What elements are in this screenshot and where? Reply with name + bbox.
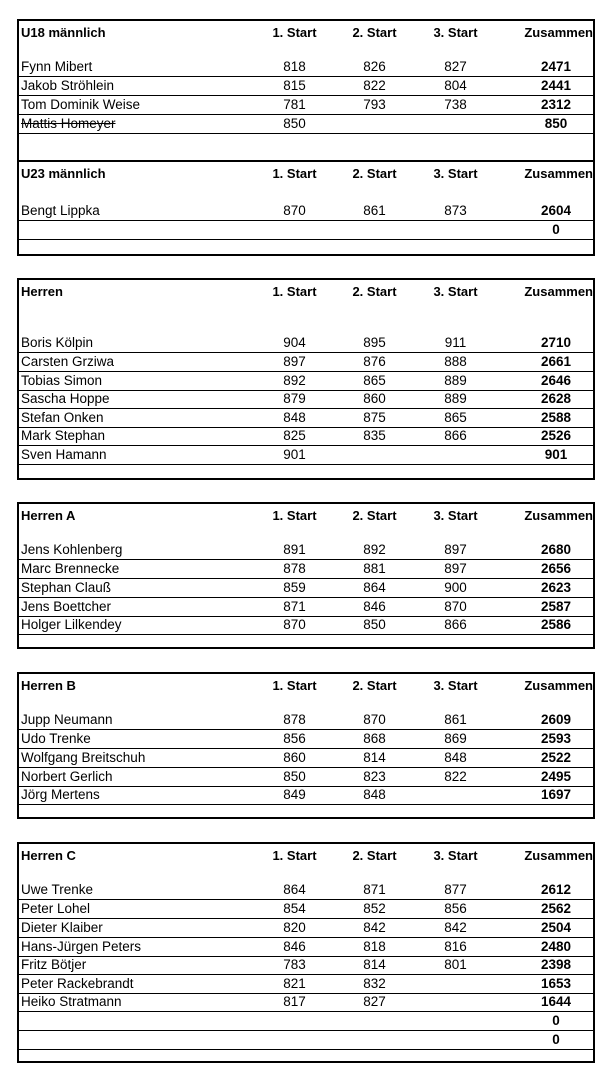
player-name: Peter Lohel xyxy=(21,901,91,916)
column-header-start3: 3. Start xyxy=(433,508,478,523)
score-total: 2604 xyxy=(540,203,572,218)
score-start1: 854 xyxy=(283,901,306,916)
table-block-herren-a xyxy=(17,502,595,649)
table-row xyxy=(19,956,593,975)
score-start3: 888 xyxy=(444,354,467,369)
score-start2: 793 xyxy=(363,97,386,112)
section-header xyxy=(19,283,593,301)
score-total: 2661 xyxy=(540,354,572,369)
column-header-total: Zusammen xyxy=(524,848,593,863)
column-header-total: Zusammen xyxy=(524,284,593,299)
score-start1: 901 xyxy=(283,447,306,462)
score-total: 850 xyxy=(544,116,568,131)
score-total: 2495 xyxy=(540,769,572,784)
score-start3: 856 xyxy=(444,901,467,916)
score-start3: 873 xyxy=(444,203,467,218)
score-start3: 801 xyxy=(444,957,467,972)
section-title: Herren A xyxy=(21,508,76,523)
table-row xyxy=(19,96,593,115)
score-start1: 878 xyxy=(283,712,306,727)
player-name: Mark Stephan xyxy=(21,428,106,443)
score-start2: 842 xyxy=(363,920,386,935)
score-start1: 781 xyxy=(283,97,306,112)
player-name: Marc Brennecke xyxy=(21,561,120,576)
score-total: 2680 xyxy=(540,542,572,557)
table-row xyxy=(19,1031,593,1050)
score-start3: 804 xyxy=(444,78,467,93)
section-header xyxy=(19,507,593,525)
column-header-start2: 2. Start xyxy=(352,166,397,181)
score-total: 2312 xyxy=(540,97,572,112)
score-total: 1653 xyxy=(540,976,572,991)
player-name: Fritz Bötjer xyxy=(21,957,87,972)
score-start1: 897 xyxy=(283,354,306,369)
score-start2: 871 xyxy=(363,882,386,897)
column-header-total: Zusammen xyxy=(524,508,593,523)
score-start1: 815 xyxy=(283,78,306,93)
score-start3: 911 xyxy=(444,335,467,350)
score-total: 2398 xyxy=(540,957,572,972)
score-start2: 826 xyxy=(363,59,386,74)
score-total: 2562 xyxy=(540,901,572,916)
player-name: Boris Kölpin xyxy=(21,335,94,350)
column-header-start3: 3. Start xyxy=(433,678,478,693)
column-header-start1: 1. Start xyxy=(272,166,317,181)
table-block-herren-c xyxy=(17,842,595,1063)
score-start2: 823 xyxy=(363,769,386,784)
player-name: Holger Lilkendey xyxy=(21,617,122,632)
table-row xyxy=(19,730,593,749)
table-row xyxy=(19,446,593,465)
score-start3: 842 xyxy=(444,920,467,935)
score-total: 0 xyxy=(552,1032,560,1047)
column-header-start3: 3. Start xyxy=(433,25,478,40)
column-header-start1: 1. Start xyxy=(272,284,317,299)
column-header-start3: 3. Start xyxy=(433,848,478,863)
table-row xyxy=(19,993,593,1012)
score-start1: 870 xyxy=(283,203,306,218)
table-row xyxy=(19,1012,593,1031)
score-start2: 818 xyxy=(363,939,386,954)
section-title: U18 männlich xyxy=(21,25,106,40)
score-start1: 820 xyxy=(283,920,306,935)
score-start1: 825 xyxy=(283,428,306,443)
score-start1: 860 xyxy=(283,750,306,765)
player-name: Tom Dominik Weise xyxy=(21,97,141,112)
player-name: Sascha Hoppe xyxy=(21,391,110,406)
score-start1: 850 xyxy=(283,116,306,131)
player-name: Heiko Stratmann xyxy=(21,994,122,1009)
table-row xyxy=(19,560,593,579)
column-header-start3: 3. Start xyxy=(433,166,478,181)
score-total: 0 xyxy=(552,1013,560,1028)
score-start1: 864 xyxy=(283,882,306,897)
score-start1: 904 xyxy=(283,335,306,350)
table-row xyxy=(19,409,593,428)
player-name: Sven Hamann xyxy=(21,447,107,462)
score-total: 901 xyxy=(544,447,568,462)
score-start3: 866 xyxy=(444,428,467,443)
player-name: Norbert Gerlich xyxy=(21,769,113,784)
table-block-herren-b xyxy=(17,672,595,819)
section-header xyxy=(19,24,593,42)
score-start1: 849 xyxy=(283,787,306,802)
score-start2: 814 xyxy=(363,750,386,765)
player-name: Peter Rackebrandt xyxy=(21,976,134,991)
column-header-total: Zusammen xyxy=(524,25,593,40)
table-row xyxy=(19,221,593,240)
column-header-start2: 2. Start xyxy=(352,678,397,693)
score-start2: 832 xyxy=(363,976,386,991)
score-total: 2710 xyxy=(540,335,572,350)
table-row xyxy=(19,334,593,353)
score-start3: 848 xyxy=(444,750,467,765)
player-name: Jörg Mertens xyxy=(21,787,100,802)
score-start3: 866 xyxy=(444,617,467,632)
score-total: 2609 xyxy=(540,712,572,727)
table-row xyxy=(19,938,593,957)
table-row xyxy=(19,711,593,730)
table-row xyxy=(19,390,593,409)
score-start2: 822 xyxy=(363,78,386,93)
player-name: Udo Trenke xyxy=(21,731,91,746)
score-total: 2656 xyxy=(540,561,572,576)
score-start2: 892 xyxy=(363,542,386,557)
column-header-start2: 2. Start xyxy=(352,284,397,299)
score-start2: 860 xyxy=(363,391,386,406)
table-row xyxy=(19,541,593,560)
column-header-start1: 1. Start xyxy=(272,678,317,693)
score-total: 1697 xyxy=(540,787,572,802)
score-total: 2471 xyxy=(540,59,572,74)
spacer-row xyxy=(19,134,593,162)
player-name: Hans-Jürgen Peters xyxy=(21,939,142,954)
score-start1: 870 xyxy=(283,617,306,632)
column-header-start3: 3. Start xyxy=(433,284,478,299)
score-start3: 900 xyxy=(444,580,467,595)
table-block-youth xyxy=(17,19,595,256)
table-row xyxy=(19,598,593,617)
table-row xyxy=(19,427,593,446)
score-start3: 877 xyxy=(444,882,467,897)
score-start2: 827 xyxy=(363,994,386,1009)
score-start2: 870 xyxy=(363,712,386,727)
score-start1: 892 xyxy=(283,373,306,388)
score-total: 2623 xyxy=(540,580,572,595)
score-start1: 848 xyxy=(283,410,306,425)
column-header-start2: 2. Start xyxy=(352,508,397,523)
column-header-start2: 2. Start xyxy=(352,25,397,40)
score-start3: 870 xyxy=(444,599,467,614)
score-start3: 861 xyxy=(444,712,467,727)
table-row xyxy=(19,975,593,994)
score-start2: 868 xyxy=(363,731,386,746)
section-title: Herren xyxy=(21,284,63,299)
score-total: 2628 xyxy=(540,391,572,406)
player-name: Bengt Lippka xyxy=(21,203,100,218)
score-start1: 783 xyxy=(283,957,306,972)
score-start2: 848 xyxy=(363,787,386,802)
score-start2: 876 xyxy=(363,354,386,369)
player-name: Carsten Grziwa xyxy=(21,354,115,369)
player-name: Wolfgang Breitschuh xyxy=(21,750,146,765)
score-start2: 835 xyxy=(363,428,386,443)
column-header-start2: 2. Start xyxy=(352,848,397,863)
score-start2: 850 xyxy=(363,617,386,632)
score-total: 2522 xyxy=(540,750,572,765)
table-block-herren xyxy=(17,278,595,480)
section-title: Herren B xyxy=(21,678,76,693)
score-start3: 897 xyxy=(444,561,467,576)
column-header-start1: 1. Start xyxy=(272,25,317,40)
score-start1: 821 xyxy=(283,976,306,991)
score-total: 2646 xyxy=(540,373,572,388)
score-total: 2612 xyxy=(540,882,572,897)
section-title: U23 männlich xyxy=(21,166,106,181)
table-row xyxy=(19,115,593,134)
score-start2: 881 xyxy=(363,561,386,576)
score-total: 2588 xyxy=(540,410,572,425)
column-header-total: Zusammen xyxy=(524,166,593,181)
player-name: Fynn Mibert xyxy=(21,59,93,74)
section-header xyxy=(19,847,593,865)
table-row xyxy=(19,881,593,900)
score-total: 2441 xyxy=(540,78,572,93)
table-row xyxy=(19,372,593,391)
score-start2: 852 xyxy=(363,901,386,916)
score-start3: 738 xyxy=(444,97,467,112)
column-header-start1: 1. Start xyxy=(272,508,317,523)
table-row xyxy=(19,58,593,77)
score-start3: 897 xyxy=(444,542,467,557)
score-start1: 859 xyxy=(283,580,306,595)
score-total: 0 xyxy=(552,222,560,237)
score-start3: 827 xyxy=(444,59,467,74)
score-start2: 814 xyxy=(363,957,386,972)
section-header xyxy=(19,677,593,695)
score-start2: 846 xyxy=(363,599,386,614)
player-name: Jupp Neumann xyxy=(21,712,113,727)
score-start1: 891 xyxy=(283,542,306,557)
player-name: Jens Kohlenberg xyxy=(21,542,123,557)
score-total: 2587 xyxy=(540,599,572,614)
score-start2: 895 xyxy=(363,335,386,350)
player-name-struck: Mattis Homeyer xyxy=(21,116,116,131)
score-total: 2504 xyxy=(540,920,572,935)
table-row xyxy=(19,919,593,938)
player-name: Tobias Simon xyxy=(21,373,103,388)
score-start2: 875 xyxy=(363,410,386,425)
score-start2: 864 xyxy=(363,580,386,595)
player-name: Jens Boettcher xyxy=(21,599,112,614)
score-start1: 817 xyxy=(283,994,306,1009)
score-start1: 846 xyxy=(283,939,306,954)
score-start3: 865 xyxy=(444,410,467,425)
player-name: Stephan Clauß xyxy=(21,580,112,595)
score-start1: 818 xyxy=(283,59,306,74)
player-name: Jakob Ströhlein xyxy=(21,78,115,93)
player-name: Dieter Klaiber xyxy=(21,920,103,935)
score-start3: 816 xyxy=(444,939,467,954)
table-row xyxy=(19,202,593,221)
score-start1: 871 xyxy=(283,599,306,614)
table-row xyxy=(19,579,593,598)
section-header xyxy=(19,165,593,183)
score-start3: 889 xyxy=(444,373,467,388)
score-start3: 889 xyxy=(444,391,467,406)
column-header-total: Zusammen xyxy=(524,678,593,693)
table-row xyxy=(19,616,593,635)
table-row xyxy=(19,900,593,919)
table-row xyxy=(19,786,593,805)
score-total: 2586 xyxy=(540,617,572,632)
table-row xyxy=(19,768,593,787)
score-start2: 861 xyxy=(363,203,386,218)
player-name: Uwe Trenke xyxy=(21,882,94,897)
score-start2: 865 xyxy=(363,373,386,388)
score-total: 2480 xyxy=(540,939,572,954)
table-row xyxy=(19,353,593,372)
score-start3: 869 xyxy=(444,731,467,746)
table-row xyxy=(19,77,593,96)
section-title: Herren C xyxy=(21,848,76,863)
score-total: 2593 xyxy=(540,731,572,746)
score-start1: 850 xyxy=(283,769,306,784)
column-header-start1: 1. Start xyxy=(272,848,317,863)
score-total: 1644 xyxy=(540,994,572,1009)
player-name: Stefan Onken xyxy=(21,410,104,425)
score-start1: 879 xyxy=(283,391,306,406)
score-total: 2526 xyxy=(540,428,572,443)
table-row xyxy=(19,749,593,768)
score-start1: 856 xyxy=(283,731,306,746)
score-start3: 822 xyxy=(444,769,467,784)
score-start1: 878 xyxy=(283,561,306,576)
